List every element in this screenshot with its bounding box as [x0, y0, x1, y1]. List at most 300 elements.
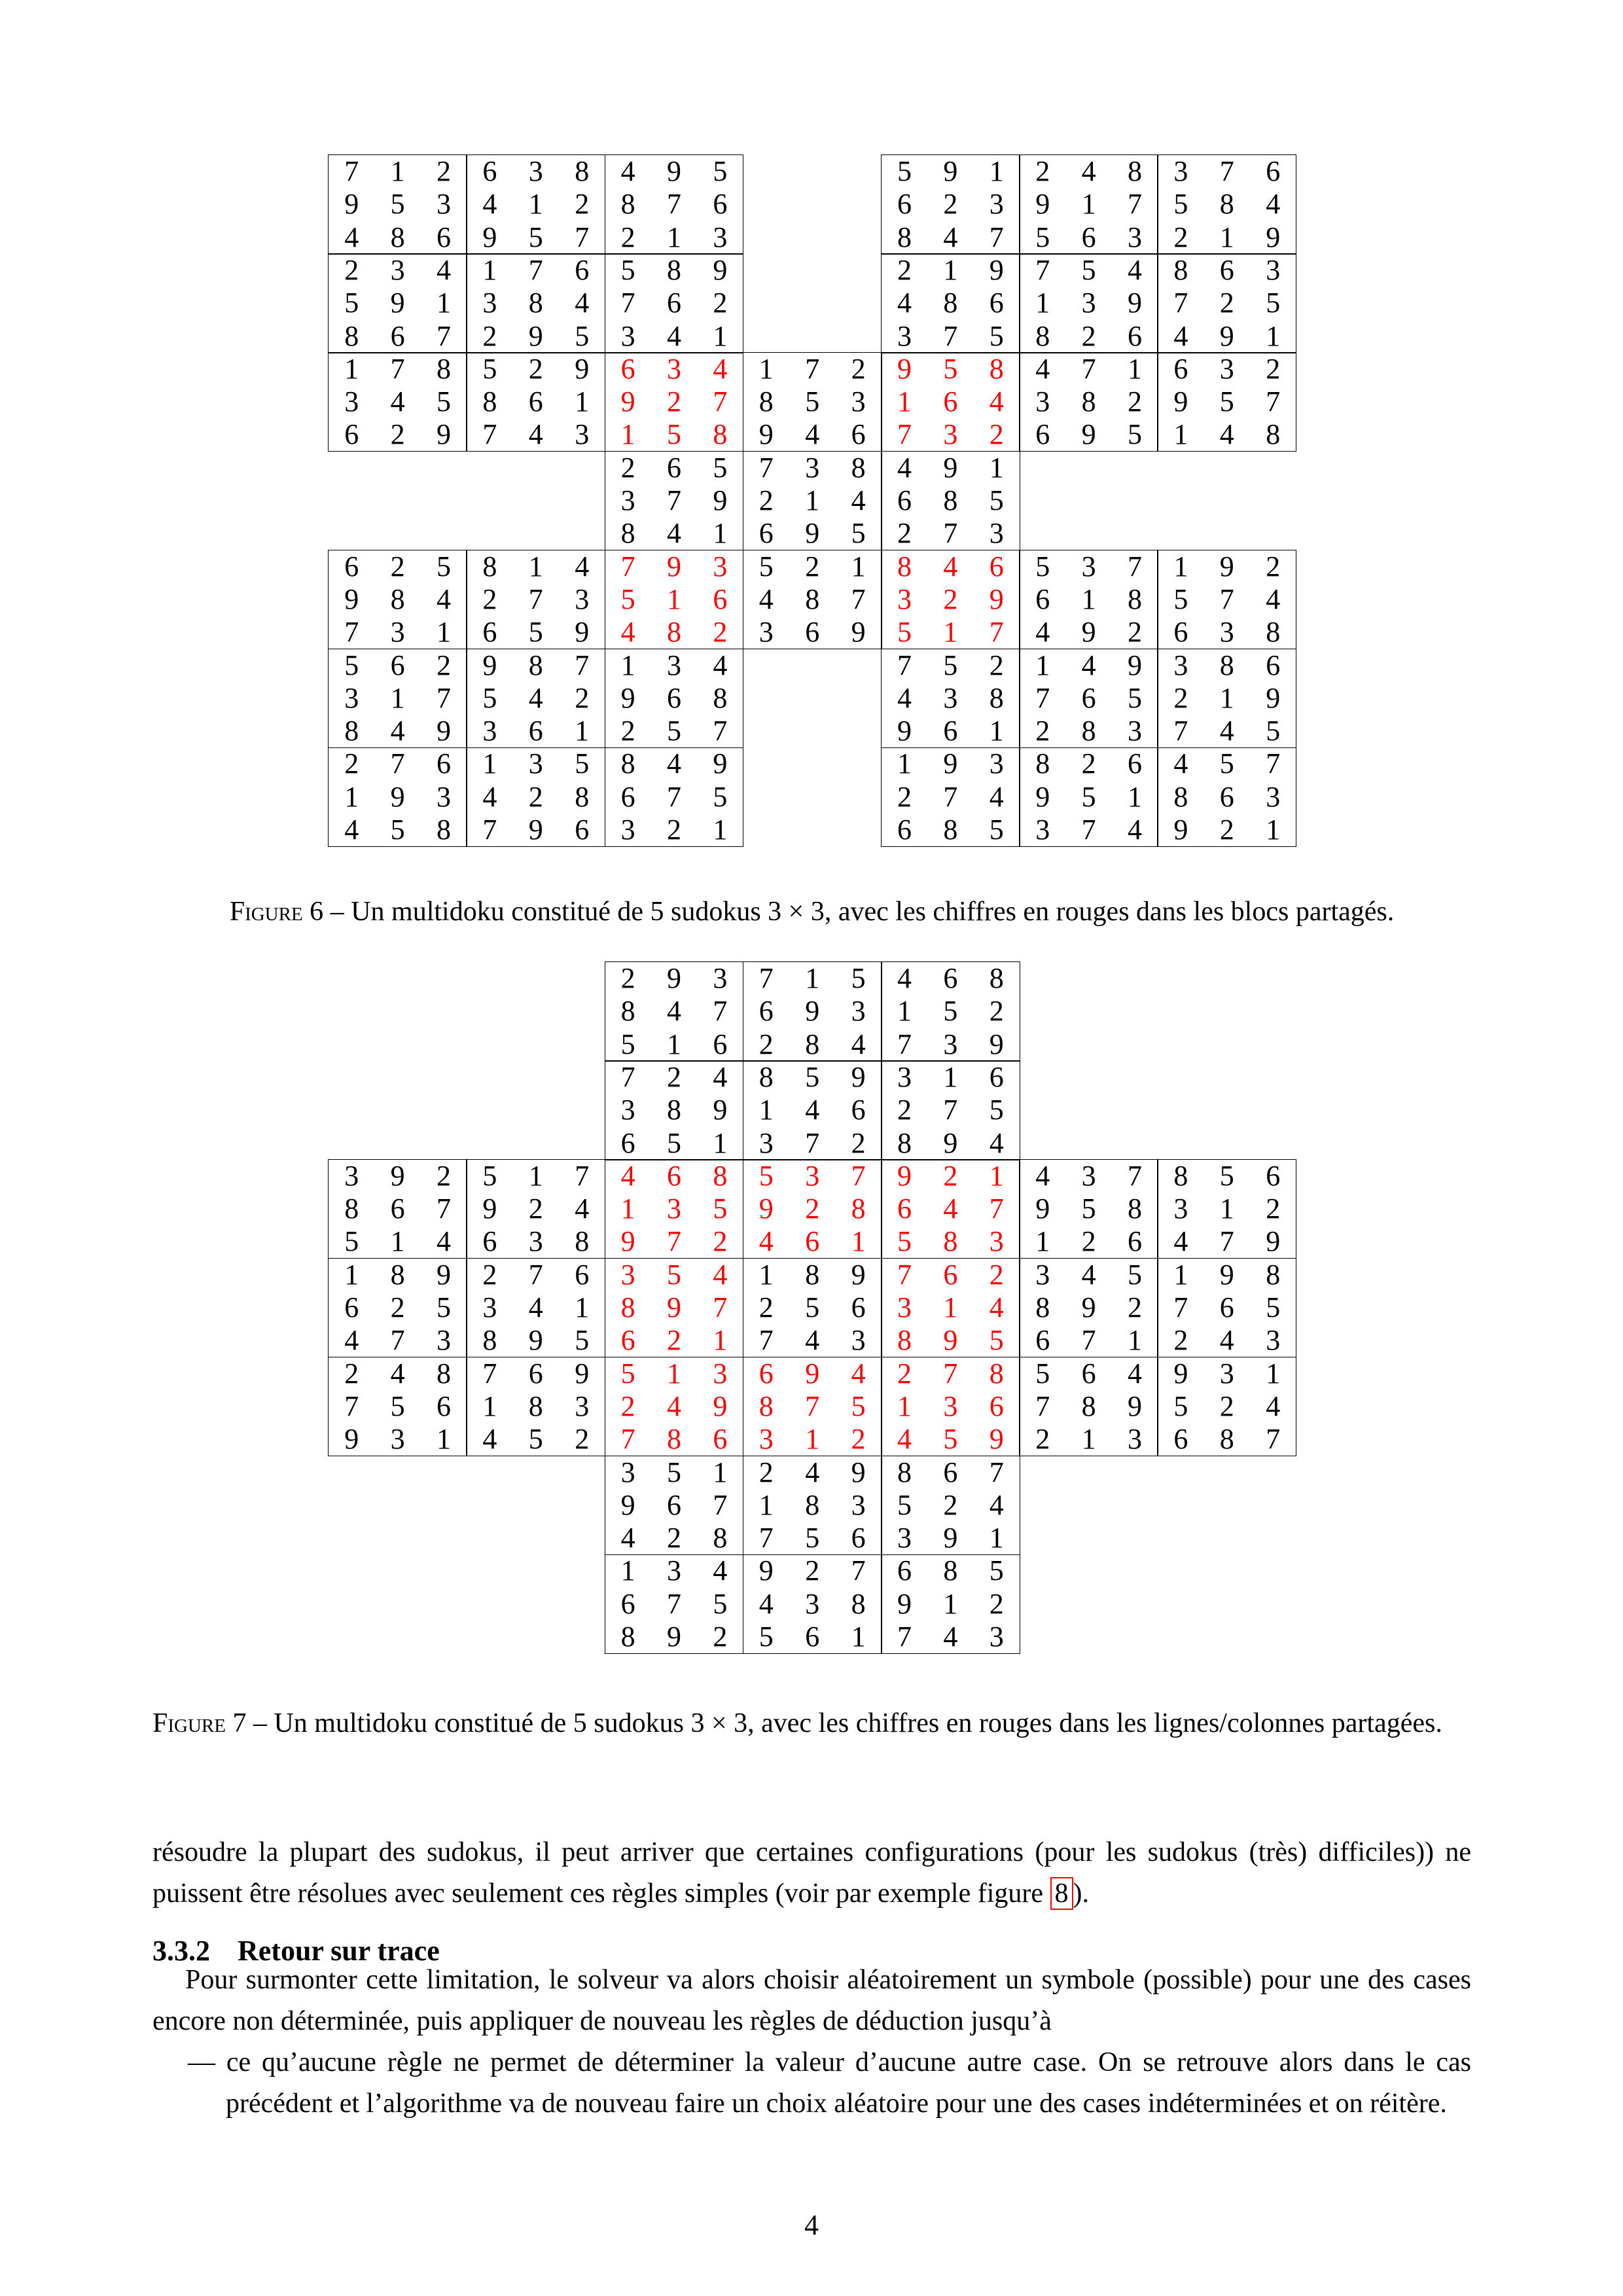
sudoku-cell-shared-digit: 5 [943, 1423, 958, 1456]
sudoku-cell-digit: 8 [575, 155, 590, 187]
sudoku-cell-shared-digit: 4 [897, 1423, 912, 1456]
sudoku-block-border [328, 253, 467, 353]
sudoku-cell-digit: 7 [390, 1324, 405, 1357]
sudoku-cell-shared-digit: 3 [666, 1193, 681, 1225]
sudoku-cell-digit: 7 [1081, 352, 1096, 385]
sudoku-cell-shared-digit: 1 [897, 1390, 912, 1422]
sudoku-cell-shared-digit: 7 [989, 1193, 1004, 1225]
sudoku-cell-digit: 5 [528, 1423, 543, 1456]
sudoku-cell-shared-digit: 3 [897, 583, 912, 615]
sudoku-cell-shared-digit: 8 [851, 1193, 866, 1225]
sudoku-cell-digit: 8 [1173, 253, 1188, 286]
sudoku-cell-digit: 2 [482, 319, 497, 352]
sudoku-cell-digit: 9 [1173, 1357, 1188, 1390]
sudoku-cell-digit: 7 [851, 1554, 866, 1587]
sudoku-cell-digit: 2 [989, 649, 1004, 681]
sudoku-cell-shared-digit: 5 [989, 1324, 1004, 1357]
sudoku-cell-digit: 7 [943, 319, 958, 352]
sudoku-cell-digit: 3 [575, 418, 590, 451]
sudoku-cell-shared-digit: 7 [897, 1258, 912, 1291]
sudoku-cell-digit: 7 [666, 188, 681, 221]
sudoku-cell-shared-digit: 7 [805, 1390, 820, 1422]
sudoku-cell-shared-digit: 4 [713, 1258, 728, 1291]
sudoku-cell-digit: 1 [713, 814, 728, 846]
sudoku-cell-shared-digit: 3 [666, 352, 681, 385]
sudoku-cell-digit: 2 [528, 352, 543, 385]
sudoku-cell-digit: 1 [575, 715, 590, 747]
sudoku-cell-digit: 6 [436, 1390, 451, 1422]
sudoku-block-border [1157, 649, 1296, 748]
sudoku-block-border [743, 1159, 882, 1259]
sudoku-block-border [1157, 747, 1296, 847]
sudoku-cell-digit: 7 [1173, 715, 1188, 747]
sudoku-cell-digit: 9 [575, 1357, 590, 1390]
sudoku-block-border [881, 1554, 1020, 1654]
sudoku-cell-digit: 5 [575, 319, 590, 352]
sudoku-cell-digit: 1 [897, 995, 912, 1028]
sudoku-cell-shared-digit: 3 [713, 550, 728, 583]
sudoku-cell-digit: 8 [1035, 319, 1050, 352]
sudoku-cell-digit: 4 [1081, 155, 1096, 187]
sudoku-cell-shared-digit: 4 [666, 1390, 681, 1422]
sudoku-cell-digit: 2 [575, 1423, 590, 1456]
sudoku-cell-digit: 9 [666, 155, 681, 187]
sudoku-cell-shared-digit: 4 [989, 386, 1004, 418]
sudoku-cell-digit: 5 [713, 1587, 728, 1620]
sudoku-cell-digit: 2 [1266, 1193, 1281, 1225]
sudoku-cell-digit: 3 [620, 1456, 635, 1488]
sudoku-cell-digit: 6 [943, 1456, 958, 1488]
sudoku-cell-digit: 7 [1081, 814, 1096, 846]
sudoku-block-border [605, 154, 744, 254]
sudoku-cell-digit: 7 [436, 1193, 451, 1225]
sudoku-cell-digit: 2 [1127, 616, 1142, 649]
sudoku-cell-digit: 9 [1035, 188, 1050, 221]
figure-6-caption-separator: – [323, 897, 351, 927]
sudoku-cell-digit: 3 [620, 1094, 635, 1126]
sudoku-cell-digit: 3 [1035, 1258, 1050, 1291]
sudoku-cell-digit: 3 [390, 1423, 405, 1456]
sudoku-cell-digit: 7 [1266, 1423, 1281, 1456]
sudoku-cell-digit: 9 [989, 253, 1004, 286]
sudoku-cell-digit: 5 [436, 386, 451, 418]
sudoku-cell-digit: 6 [1081, 221, 1096, 253]
sudoku-cell-digit: 4 [528, 681, 543, 714]
sudoku-cell-digit: 2 [989, 995, 1004, 1028]
sudoku-cell-digit: 1 [1266, 319, 1281, 352]
sudoku-cell-shared-digit: 6 [943, 386, 958, 418]
sudoku-cell-shared-digit: 3 [943, 418, 958, 451]
sudoku-cell-digit: 6 [1035, 418, 1050, 451]
sudoku-cell-digit: 8 [1127, 583, 1142, 615]
sudoku-cell-digit: 9 [943, 747, 958, 780]
sudoku-cell-shared-digit: 1 [897, 386, 912, 418]
sudoku-cell-digit: 6 [575, 1258, 590, 1291]
sudoku-cell-digit: 3 [989, 747, 1004, 780]
sudoku-cell-digit: 4 [390, 1357, 405, 1390]
sudoku-cell-digit: 9 [851, 1456, 866, 1488]
sudoku-cell-shared-digit: 3 [943, 1390, 958, 1422]
paragraph-solver-limits-text: résoudre la plupart des sudokus, il peut arriver que certaines configurations (pour les sudokus (très) difficiles)) ne puissent être résolues avec seulement ces règles simples (voir par exemple figure [152, 1837, 1471, 1909]
sudoku-cell-digit: 7 [575, 1159, 590, 1192]
sudoku-cell-digit: 7 [575, 221, 590, 253]
sudoku-cell-shared-digit: 4 [943, 550, 958, 583]
sudoku-block-border [328, 1258, 467, 1357]
sudoku-cell-digit: 1 [1173, 550, 1188, 583]
sudoku-cell-digit: 9 [390, 1159, 405, 1192]
sudoku-cell-digit: 3 [528, 155, 543, 187]
sudoku-cell-digit: 9 [436, 1258, 451, 1291]
sudoku-cell-digit: 6 [1081, 681, 1096, 714]
sudoku-cell-shared-digit: 5 [666, 1258, 681, 1291]
sudoku-cell-digit: 2 [851, 1126, 866, 1159]
sudoku-cell-digit: 2 [1219, 287, 1234, 319]
sudoku-cell-digit: 1 [851, 550, 866, 583]
sudoku-block-border [466, 1159, 605, 1259]
sudoku-cell-digit: 1 [713, 319, 728, 352]
sudoku-cell-digit: 6 [390, 649, 405, 681]
list-item [152, 2042, 1471, 2125]
sudoku-cell-shared-digit: 9 [758, 1193, 774, 1225]
sudoku-cell-digit: 8 [620, 1621, 635, 1653]
sudoku-cell-digit: 6 [390, 1193, 405, 1225]
sudoku-cell-digit: 1 [758, 1258, 774, 1291]
sudoku-cell-digit: 8 [989, 962, 1004, 994]
sudoku-cell-digit: 6 [1219, 1291, 1234, 1323]
sudoku-cell-digit: 5 [1266, 715, 1281, 747]
sudoku-block-border [605, 352, 744, 452]
sudoku-cell-digit: 1 [1173, 1258, 1188, 1291]
sudoku-cell-digit: 2 [482, 1258, 497, 1291]
sudoku-cell-digit: 5 [805, 1291, 820, 1323]
sudoku-cell-shared-digit: 8 [666, 616, 681, 649]
sudoku-cell-digit: 2 [758, 1028, 774, 1060]
sudoku-cell-shared-digit: 4 [943, 1193, 958, 1225]
sudoku-cell-digit: 8 [805, 1258, 820, 1291]
sudoku-cell-shared-digit: 9 [943, 1324, 958, 1357]
sudoku-cell-digit: 3 [1035, 814, 1050, 846]
sudoku-cell-digit: 2 [989, 1587, 1004, 1620]
sudoku-block-border [605, 1554, 744, 1654]
sudoku-cell-digit: 5 [1127, 1258, 1142, 1291]
sudoku-cell-shared-digit: 7 [943, 1357, 958, 1390]
list-item-dash: — [188, 2047, 215, 2077]
sudoku-cell-digit: 2 [344, 1357, 359, 1390]
sudoku-block-border [881, 154, 1020, 254]
sudoku-cell-digit: 1 [344, 780, 359, 813]
sudoku-cell-digit: 4 [1266, 188, 1281, 221]
sudoku-cell-digit: 4 [897, 287, 912, 319]
sudoku-cell-digit: 1 [482, 253, 497, 286]
sudoku-cell-digit: 6 [390, 319, 405, 352]
sudoku-cell-digit: 6 [897, 188, 912, 221]
sudoku-cell-digit: 9 [436, 715, 451, 747]
sudoku-cell-digit: 2 [390, 1291, 405, 1323]
sudoku-cell-digit: 2 [620, 221, 635, 253]
sudoku-cell-digit: 5 [436, 550, 451, 583]
sudoku-cell-digit: 2 [943, 188, 958, 221]
sudoku-cell-digit: 2 [758, 1456, 774, 1488]
sudoku-cell-digit: 6 [1219, 780, 1234, 813]
sudoku-cell-digit: 8 [943, 1554, 958, 1587]
sudoku-cell-digit: 8 [897, 1126, 912, 1159]
sudoku-cell-digit: 7 [713, 995, 728, 1028]
sudoku-cell-digit: 4 [1173, 747, 1188, 780]
sudoku-block-border [1019, 253, 1158, 353]
sudoku-cell-digit: 6 [528, 386, 543, 418]
sudoku-cell-digit: 2 [1081, 1225, 1096, 1258]
sudoku-cell-digit: 9 [390, 780, 405, 813]
sudoku-cell-digit: 3 [436, 1324, 451, 1357]
sudoku-cell-digit: 1 [436, 287, 451, 319]
sudoku-cell-digit: 3 [482, 287, 497, 319]
sudoku-cell-digit: 5 [758, 1621, 774, 1653]
sudoku-cell-digit: 4 [1219, 1324, 1234, 1357]
figure-8-link[interactable]: 8 [1050, 1877, 1073, 1910]
sudoku-cell-digit: 8 [620, 517, 635, 550]
sudoku-cell-digit: 9 [758, 418, 774, 451]
sudoku-cell-digit: 7 [482, 418, 497, 451]
sudoku-cell-digit: 4 [390, 715, 405, 747]
sudoku-cell-digit: 4 [620, 155, 635, 187]
sudoku-block-border [881, 1060, 1020, 1160]
sudoku-cell-digit: 1 [943, 253, 958, 286]
sudoku-block-border [1157, 1258, 1296, 1357]
sudoku-cell-digit: 2 [1266, 550, 1281, 583]
sudoku-cell-digit: 3 [713, 962, 728, 994]
sudoku-cell-digit: 7 [989, 221, 1004, 253]
sudoku-cell-shared-digit: 7 [713, 1291, 728, 1323]
sudoku-cell-shared-digit: 1 [620, 1193, 635, 1225]
sudoku-cell-digit: 4 [528, 1291, 543, 1323]
sudoku-cell-digit: 6 [1219, 253, 1234, 286]
sudoku-cell-digit: 1 [1127, 352, 1142, 385]
sudoku-cell-digit: 8 [1127, 1193, 1142, 1225]
sudoku-cell-digit: 1 [989, 1522, 1004, 1554]
sudoku-cell-shared-digit: 9 [713, 1390, 728, 1422]
sudoku-cell-digit: 6 [851, 1291, 866, 1323]
sudoku-cell-digit: 8 [805, 1028, 820, 1060]
sudoku-block-border [881, 550, 1020, 649]
sudoku-cell-digit: 9 [482, 1193, 497, 1225]
sudoku-cell-digit: 3 [897, 319, 912, 352]
sudoku-cell-digit: 3 [436, 780, 451, 813]
sudoku-cell-shared-digit: 8 [943, 1225, 958, 1258]
sudoku-cell-digit: 5 [436, 1291, 451, 1323]
sudoku-cell-digit: 7 [482, 814, 497, 846]
figure-6-multidoku-grid [329, 155, 1296, 847]
sudoku-block-border [1019, 1258, 1158, 1357]
sudoku-cell-digit: 2 [851, 352, 866, 385]
sudoku-cell-digit: 5 [482, 1159, 497, 1192]
sudoku-cell-digit: 6 [1035, 583, 1050, 615]
sudoku-cell-digit: 6 [1173, 352, 1188, 385]
figure-6-caption-text: Un multidoku constitué de 5 sudokus 3 × 3, avec les chiffres en rouges dans les blocs partagés. [351, 897, 1395, 927]
sudoku-block-border [743, 961, 882, 1061]
sudoku-cell-shared-digit: 6 [989, 550, 1004, 583]
sudoku-cell-digit: 6 [1127, 319, 1142, 352]
sudoku-cell-digit: 7 [344, 616, 359, 649]
sudoku-cell-digit: 8 [666, 253, 681, 286]
sudoku-cell-shared-digit: 2 [897, 1357, 912, 1390]
sudoku-cell-digit: 2 [666, 814, 681, 846]
sudoku-cell-digit: 8 [528, 287, 543, 319]
sudoku-cell-digit: 8 [482, 550, 497, 583]
sudoku-cell-digit: 8 [620, 995, 635, 1028]
sudoku-cell-digit: 2 [1219, 814, 1234, 846]
sudoku-cell-digit: 5 [897, 155, 912, 187]
sudoku-cell-digit: 1 [528, 550, 543, 583]
sudoku-cell-digit: 6 [528, 715, 543, 747]
sudoku-cell-digit: 4 [666, 747, 681, 780]
sudoku-cell-digit: 2 [344, 253, 359, 286]
sudoku-cell-digit: 9 [482, 649, 497, 681]
sudoku-cell-digit: 7 [758, 1522, 774, 1554]
sudoku-cell-digit: 3 [1081, 550, 1096, 583]
sudoku-cell-digit: 8 [1266, 616, 1281, 649]
sudoku-cell-digit: 3 [758, 616, 774, 649]
sudoku-block-border [1019, 1357, 1158, 1456]
sudoku-cell-digit: 5 [620, 1028, 635, 1060]
sudoku-block-border [743, 1456, 882, 1555]
sudoku-cell-digit: 4 [758, 583, 774, 615]
sudoku-cell-shared-digit: 5 [897, 1225, 912, 1258]
sudoku-cell-digit: 3 [805, 1587, 820, 1620]
sudoku-cell-digit: 1 [758, 1488, 774, 1521]
sudoku-cell-shared-digit: 7 [851, 1159, 866, 1192]
sudoku-cell-digit: 6 [713, 1028, 728, 1060]
sudoku-cell-digit: 2 [620, 715, 635, 747]
sudoku-cell-digit: 6 [482, 1225, 497, 1258]
sudoku-cell-digit: 2 [1173, 681, 1188, 714]
sudoku-cell-digit: 9 [851, 616, 866, 649]
sudoku-cell-digit: 7 [758, 962, 774, 994]
sudoku-cell-digit: 7 [666, 1587, 681, 1620]
paragraph-backtracking: Pour surmonter cette limitation, le solveur va alors choisir aléatoirement un symbole (possible) pour une des cases encore non déterminée, puis appliquer de nouveau les règles de déduction jusqu’à [152, 1965, 1471, 2036]
sudoku-cell-digit: 8 [436, 814, 451, 846]
sudoku-block-border [881, 352, 1020, 452]
sudoku-cell-digit: 4 [1035, 1159, 1050, 1192]
sudoku-cell-digit: 9 [943, 155, 958, 187]
sudoku-cell-digit: 5 [1266, 1291, 1281, 1323]
figure-7-caption-separator: – [246, 1708, 274, 1738]
sudoku-cell-shared-digit: 8 [989, 352, 1004, 385]
sudoku-cell-digit: 2 [436, 649, 451, 681]
sudoku-cell-digit: 3 [989, 1621, 1004, 1653]
sudoku-cell-digit: 5 [1173, 188, 1188, 221]
sudoku-cell-digit: 5 [989, 1094, 1004, 1126]
sudoku-block-border [605, 451, 744, 550]
sudoku-cell-digit: 4 [1219, 418, 1234, 451]
sudoku-cell-digit: 5 [666, 1126, 681, 1159]
sudoku-cell-digit: 9 [897, 715, 912, 747]
sudoku-cell-shared-digit: 8 [666, 1423, 681, 1456]
sudoku-cell-digit: 2 [897, 1094, 912, 1126]
sudoku-cell-digit: 7 [943, 1094, 958, 1126]
sudoku-cell-digit: 3 [620, 814, 635, 846]
sudoku-cell-digit: 1 [989, 155, 1004, 187]
sudoku-block-border [328, 154, 467, 254]
sudoku-cell-shared-digit: 5 [666, 418, 681, 451]
sudoku-cell-digit: 9 [805, 995, 820, 1028]
sudoku-block-border [605, 1159, 744, 1259]
sudoku-cell-digit: 4 [758, 1587, 774, 1620]
sudoku-cell-digit: 9 [943, 451, 958, 484]
sudoku-cell-digit: 9 [390, 287, 405, 319]
sudoku-cell-digit: 3 [1127, 1423, 1142, 1456]
sudoku-cell-digit: 3 [851, 1324, 866, 1357]
sudoku-cell-digit: 6 [482, 155, 497, 187]
sudoku-cell-digit: 9 [1173, 814, 1188, 846]
sudoku-cell-digit: 1 [1127, 780, 1142, 813]
sudoku-cell-digit: 7 [1219, 155, 1234, 187]
sudoku-cell-digit: 7 [1266, 747, 1281, 780]
sudoku-cell-digit: 4 [989, 1126, 1004, 1159]
sudoku-cell-digit: 5 [989, 1554, 1004, 1587]
sudoku-cell-digit: 7 [1035, 253, 1050, 286]
sudoku-cell-digit: 7 [1127, 188, 1142, 221]
sudoku-cell-digit: 3 [851, 995, 866, 1028]
sudoku-cell-shared-digit: 8 [989, 1357, 1004, 1390]
sudoku-cell-digit: 4 [528, 418, 543, 451]
sudoku-cell-digit: 9 [758, 1554, 774, 1587]
sudoku-cell-digit: 9 [1266, 681, 1281, 714]
sudoku-cell-digit: 7 [482, 1357, 497, 1390]
sudoku-cell-digit: 9 [436, 418, 451, 451]
sudoku-cell-digit: 7 [758, 1324, 774, 1357]
sudoku-cell-digit: 9 [851, 1060, 866, 1093]
sudoku-cell-shared-digit: 8 [897, 1324, 912, 1357]
sudoku-cell-digit: 4 [1081, 649, 1096, 681]
sudoku-cell-digit: 9 [713, 1094, 728, 1126]
sudoku-cell-digit: 5 [989, 814, 1004, 846]
sudoku-block-border [605, 550, 744, 649]
sudoku-cell-digit: 8 [713, 1522, 728, 1554]
sudoku-cell-shared-digit: 3 [897, 1291, 912, 1323]
sudoku-cell-digit: 8 [1219, 649, 1234, 681]
sudoku-cell-digit: 9 [1266, 221, 1281, 253]
sudoku-cell-shared-digit: 9 [989, 1423, 1004, 1456]
sudoku-cell-shared-digit: 3 [713, 1357, 728, 1390]
sudoku-cell-digit: 6 [943, 962, 958, 994]
sudoku-cell-digit: 7 [805, 1126, 820, 1159]
sudoku-cell-digit: 2 [1266, 352, 1281, 385]
sudoku-cell-digit: 8 [1266, 1258, 1281, 1291]
sudoku-cell-shared-digit: 8 [897, 550, 912, 583]
sudoku-cell-digit: 9 [528, 814, 543, 846]
sudoku-cell-digit: 2 [897, 780, 912, 813]
sudoku-cell-digit: 8 [1219, 188, 1234, 221]
sudoku-cell-digit: 9 [943, 1126, 958, 1159]
sudoku-cell-digit: 5 [390, 188, 405, 221]
sudoku-block-border [466, 747, 605, 847]
sudoku-cell-digit: 7 [666, 484, 681, 516]
sudoku-cell-digit: 8 [1035, 1291, 1050, 1323]
sudoku-cell-digit: 6 [436, 747, 451, 780]
sudoku-cell-shared-digit: 9 [666, 1291, 681, 1323]
sudoku-cell-digit: 1 [1035, 649, 1050, 681]
sudoku-cell-digit: 7 [620, 1060, 635, 1093]
sudoku-cell-digit: 1 [989, 715, 1004, 747]
sudoku-block-border [881, 1456, 1020, 1555]
sudoku-block-border [328, 1357, 467, 1456]
sudoku-cell-digit: 6 [851, 1522, 866, 1554]
sudoku-cell-digit: 8 [528, 1390, 543, 1422]
sudoku-cell-digit: 1 [758, 1094, 774, 1126]
sudoku-cell-digit: 2 [666, 1522, 681, 1554]
sudoku-cell-digit: 8 [1219, 1423, 1234, 1456]
sudoku-cell-digit: 5 [758, 550, 774, 583]
